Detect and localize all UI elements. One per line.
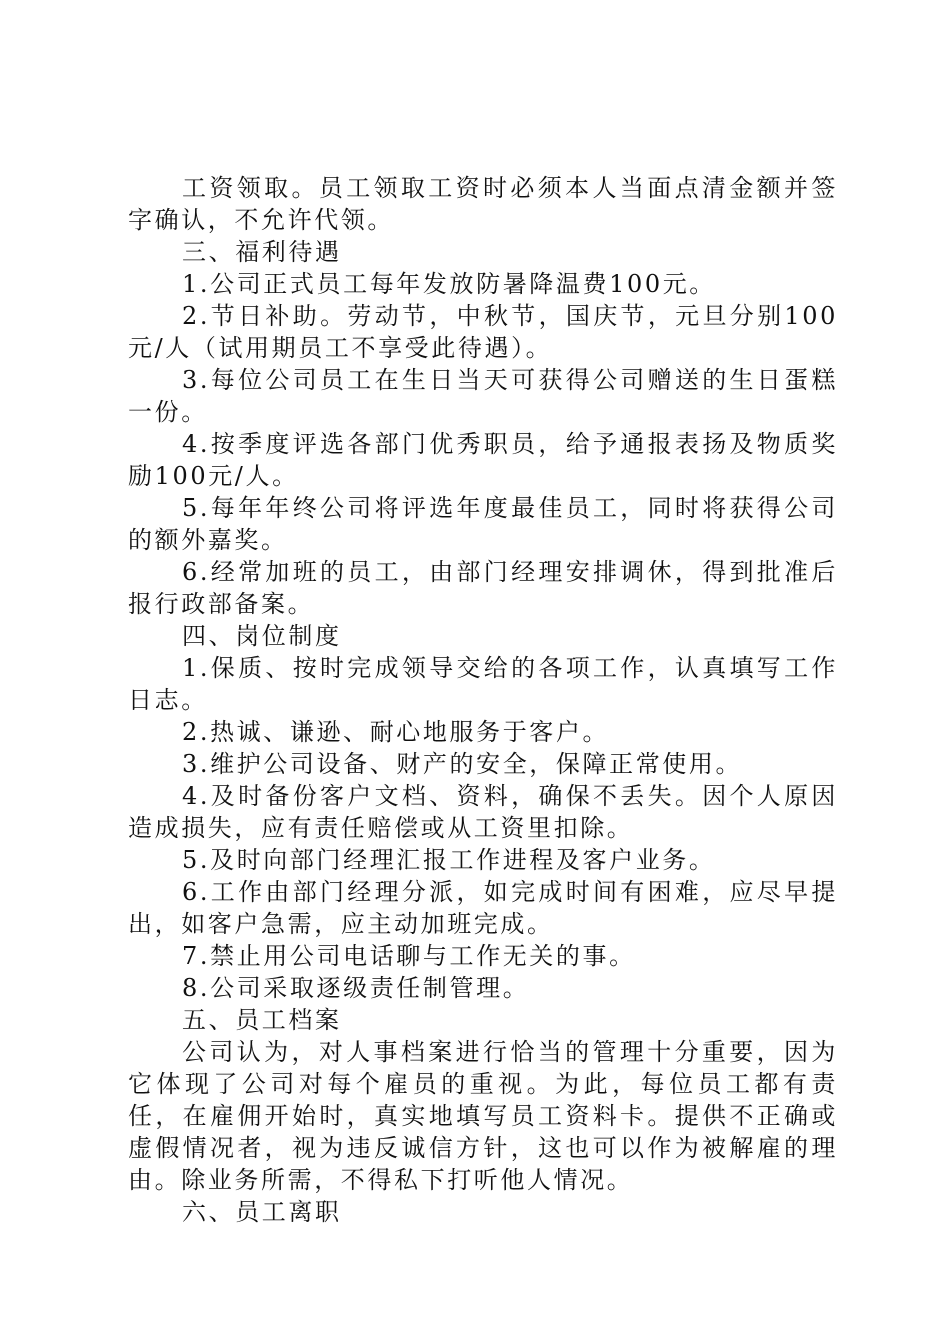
paragraph-post-3: 3.维护公司设备、财产的安全，保障正常使用。 [182,750,743,778]
paragraph-post-7: 7.禁止用公司电话聊与工作无关的事。 [182,942,636,970]
paragraph-welfare-2: 2.节日补助。劳动节，中秋节，国庆节，元旦分别100元/人（试用期员工不享受此待遇）。 [128,302,838,362]
paragraph-post-2: 2.热诚、谦逊、耐心地服务于客户。 [182,718,610,746]
paragraph-welfare-5: 5.每年年终公司将评选年度最佳员工，同时将获得公司的额外嘉奖。 [128,494,838,554]
paragraph-post-8: 8.公司采取逐级责任制管理。 [182,974,530,1002]
paragraph-employee-files: 公司认为，对人事档案进行恰当的管理十分重要，因为它体现了公司对每个雇员的重视。为此，每位员工都有责任，在雇佣开始时，真实地填写员工资料卡。提供不正确或虚假情况者，视为违反诚信方针，这也可以作为被解雇的理由。除业务所需，不得私下打听他人情况。 [128,1038,838,1194]
heading-employee-files: 五、员工档案 [182,1006,342,1034]
paragraph-welfare-6: 6.经常加班的员工，由部门经理安排调休，得到批准后报行政部备案。 [128,558,838,618]
heading-welfare: 三、福利待遇 [182,238,342,266]
heading-post-rules: 四、岗位制度 [182,622,342,650]
paragraph-post-6: 6.工作由部门经理分派，如完成时间有困难，应尽早提出，如客户急需，应主动加班完成。 [128,878,838,938]
paragraph-welfare-1: 1.公司正式员工每年发放防暑降温费100元。 [182,270,716,298]
paragraph-post-1: 1.保质、按时完成领导交给的各项工作，认真填写工作日志。 [128,654,838,714]
paragraph-salary-collection: 工资领取。员工领取工资时必须本人当面点清金额并签字确认，不允许代领。 [128,174,838,234]
heading-employee-resignation: 六、员工离职 [182,1198,342,1226]
document-body [128,172,838,1228]
paragraph-post-4: 4.及时备份客户文档、资料，确保不丢失。因个人原因造成损失，应有责任赔偿或从工资里扣除。 [128,782,838,842]
paragraph-post-5: 5.及时向部门经理汇报工作进程及客户业务。 [182,846,716,874]
paragraph-welfare-3: 3.每位公司员工在生日当天可获得公司赠送的生日蛋糕一份。 [128,366,838,426]
paragraph-welfare-4: 4.按季度评选各部门优秀职员，给予通报表扬及物质奖励100元/人。 [128,430,838,490]
